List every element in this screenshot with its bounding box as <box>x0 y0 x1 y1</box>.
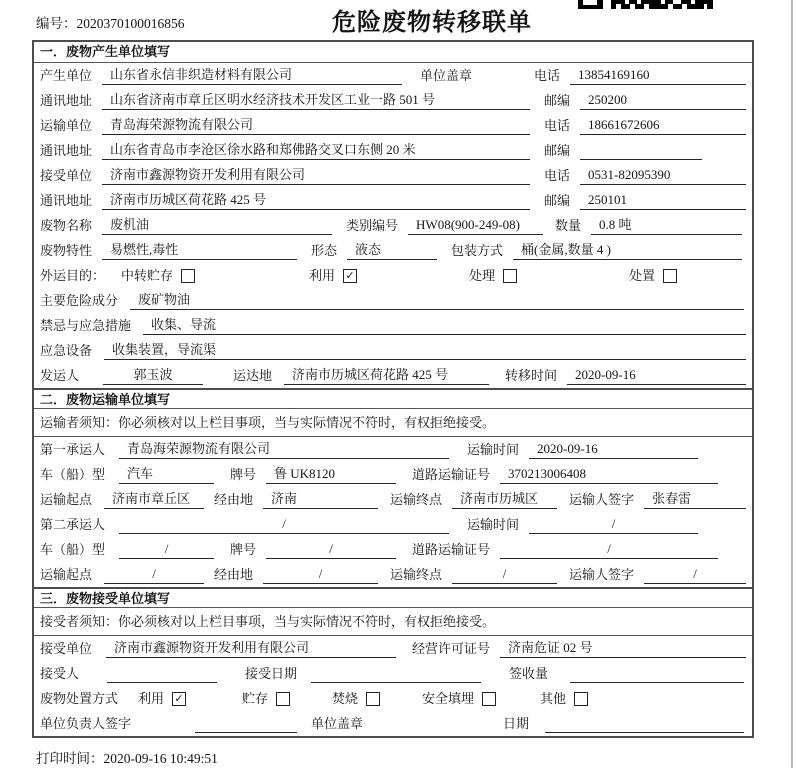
transport-date-value: 2020-09-16 <box>529 440 698 459</box>
checkbox-unchecked-icon <box>503 269 517 283</box>
field-label: 形态 <box>311 243 338 258</box>
field-label: 运输起点 <box>40 492 93 507</box>
checkbox-unchecked-icon <box>482 692 496 706</box>
field-label: 通讯地址 <box>40 143 93 158</box>
transport-address-value: 山东省青岛市李沧区徐水路和郑佛路交叉口东侧 20 米 <box>102 141 530 160</box>
producer-address-value: 山东省济南市章丘区明水经济技术开发区工业一路 501 号 <box>102 91 530 110</box>
row-receiver-address <box>34 188 752 213</box>
serial-label: 编号： <box>36 16 77 31</box>
purpose-option-transfer-storage <box>121 267 309 285</box>
field-label: 废物特性 <box>40 243 93 258</box>
purpose-option-treat <box>469 267 629 285</box>
field-label: 运输时间 <box>467 517 520 532</box>
row-transport-unit <box>34 113 752 138</box>
field-label: 废物名称 <box>40 218 93 233</box>
checkbox-unchecked-icon <box>276 692 290 706</box>
hazard-components-value: 废矿物油 <box>130 291 744 310</box>
field-label: 经由地 <box>214 492 254 507</box>
field-label: 邮编 <box>544 193 571 208</box>
row-emergency-measures <box>34 313 752 338</box>
plate-number-2-value: / <box>266 540 396 559</box>
option-label: 利用 <box>309 268 336 283</box>
field-label: 外运目的： <box>40 268 106 283</box>
receiver-notice: 接受者须知：你必须核对以上栏目事项，当与实际情况不符时，有权拒绝接受。 <box>34 608 752 636</box>
field-label: 接受人 <box>40 666 80 681</box>
route-origin-2-value: / <box>104 565 204 584</box>
transporter-notice: 运输者须知：你必须核对以上栏目事项，当与实际情况不符时，有权拒绝接受。 <box>34 409 752 437</box>
transfer-date-value: 2020-09-16 <box>567 366 746 385</box>
road-permit-value: 370213006408 <box>500 465 718 484</box>
second-carrier-value: / <box>119 515 449 534</box>
row-route-2 <box>34 562 752 587</box>
field-label: 运输单位 <box>40 118 93 133</box>
row-first-carrier <box>34 437 752 462</box>
transporter-signature-value: 张春雷 <box>644 490 746 509</box>
disposal-option-utilize <box>138 690 242 708</box>
disposal-option-landfill <box>422 690 540 708</box>
field-label: 废物处置方式 <box>40 691 119 706</box>
option-label: 其他 <box>540 691 567 706</box>
first-carrier-value: 青岛海荣源物流有限公司 <box>119 440 449 459</box>
field-label: 通讯地址 <box>40 193 93 208</box>
unit-seal-label: 单位盖章 <box>420 68 473 83</box>
field-label: 包装方式 <box>451 243 504 258</box>
receiver-address-value: 济南市历城区荷花路 425 号 <box>102 191 530 210</box>
field-label: 电话 <box>534 68 561 83</box>
serial-number <box>36 12 185 32</box>
row-waste-properties <box>34 238 752 263</box>
producer-postcode-value: 250200 <box>580 91 746 110</box>
route-origin-value: 济南市章丘区 <box>104 490 204 509</box>
field-label: 禁忌与应急措施 <box>40 318 132 333</box>
waste-name-value: 废机油 <box>102 216 332 235</box>
vehicle-type-value: 汽车 <box>119 465 214 484</box>
field-label: 车（船）型 <box>40 467 106 482</box>
row-transfer-purpose <box>34 263 752 288</box>
destination-value: 济南市历城区荷花路 425 号 <box>284 366 489 385</box>
vehicle-type-2-value: / <box>119 540 214 559</box>
packaging-value: 桶(金属,数量 4 ) <box>513 241 742 260</box>
emergency-equipment-value: 收集装置，导流渠 <box>104 341 746 360</box>
row-disposal-method <box>34 686 752 711</box>
field-label: 运输人签字 <box>569 492 635 507</box>
producer-phone-value: 13854169160 <box>570 66 746 85</box>
row-acceptance-info <box>34 661 752 686</box>
field-label: 运输时间 <box>467 442 520 457</box>
disposal-option-other <box>540 690 746 708</box>
row-dispatch-info <box>34 363 752 388</box>
dispatcher-name-value: 郭玉波 <box>103 366 203 385</box>
field-label: 发运人 <box>40 368 80 383</box>
acceptance-seal-date-value <box>545 714 744 733</box>
receiver-unit-value: 济南市鑫源物资开发利用有限公司 <box>102 166 530 185</box>
road-permit-2-value: / <box>500 540 718 559</box>
purpose-option-dispose <box>629 267 746 285</box>
receiver-phone-value: 0531-82095390 <box>580 166 746 185</box>
checkbox-unchecked-icon <box>574 692 588 706</box>
purpose-option-utilize <box>309 267 469 285</box>
disposal-option-storage <box>242 690 332 708</box>
field-label: 通讯地址 <box>40 93 93 108</box>
checkbox-unchecked-icon <box>663 269 677 283</box>
waste-characteristics-value: 易燃性,毒性 <box>102 241 297 260</box>
window-edge-divider <box>791 0 793 768</box>
option-label: 处理 <box>469 268 496 283</box>
field-label: 经营许可证号 <box>412 641 491 656</box>
field-label: 电话 <box>544 118 571 133</box>
section1-title: 一．废物产生单位填写 <box>34 42 752 63</box>
field-label: 类别编号 <box>346 218 399 233</box>
field-label: 邮编 <box>544 143 571 158</box>
field-label: 运输人签字 <box>569 567 635 582</box>
field-label: 运输起点 <box>40 567 93 582</box>
received-quantity-value <box>570 664 744 683</box>
waste-quantity-value: 0.8 吨 <box>591 216 742 235</box>
transporter-signature-2-value: / <box>644 565 746 584</box>
route-via-value: 济南 <box>263 490 378 509</box>
checkbox-checked-icon: ✓ <box>172 692 186 706</box>
manifest-form-table <box>32 40 754 738</box>
emergency-measures-value: 收集、导流 <box>143 316 746 335</box>
option-label: 焚烧 <box>332 691 359 706</box>
page-title: 危险废物转移联单 <box>332 10 532 36</box>
row-producer-unit <box>34 63 752 88</box>
field-label: 运达地 <box>233 368 273 383</box>
serial-value: 2020370100016856 <box>76 16 185 31</box>
option-label: 贮存 <box>242 691 269 706</box>
field-label: 牌号 <box>230 467 257 482</box>
row-transport-address <box>34 138 752 163</box>
field-label: 接受日期 <box>245 666 298 681</box>
plate-number-value: 鲁 UK8120 <box>266 465 396 484</box>
field-label: 电话 <box>544 168 571 183</box>
print-time-value: 2020-09-16 10:49:51 <box>103 751 218 766</box>
row-route-1 <box>34 487 752 512</box>
acceptor-name-value <box>107 664 217 683</box>
section3-title: 三．废物接受单位填写 <box>34 587 752 608</box>
print-time-label: 打印时间： <box>36 751 104 766</box>
row-second-carrier <box>34 512 752 537</box>
checkbox-checked-icon: ✓ <box>343 269 357 283</box>
license-number-value: 济南危证 02 号 <box>500 639 746 658</box>
route-end-2-value: / <box>452 565 557 584</box>
row-responsible-signature <box>34 711 752 736</box>
transport-date-2-value: / <box>529 515 698 534</box>
row-accepting-unit <box>34 636 752 661</box>
checkbox-unchecked-icon <box>181 269 195 283</box>
field-label: 经由地 <box>214 567 254 582</box>
field-label: 第二承运人 <box>40 517 106 532</box>
section2-title: 二．废物运输单位填写 <box>34 388 752 409</box>
field-label: 接受单位 <box>40 641 93 656</box>
option-label: 安全填埋 <box>422 691 475 706</box>
field-label: 运输终点 <box>390 492 443 507</box>
field-label: 日期 <box>503 716 530 731</box>
checkbox-unchecked-icon <box>366 692 380 706</box>
row-vehicle-type-1 <box>34 462 752 487</box>
route-via-2-value: / <box>263 565 378 584</box>
field-label: 车（船）型 <box>40 542 106 557</box>
unit-seal-label: 单位盖章 <box>311 716 364 731</box>
responsible-signature-value <box>195 714 297 733</box>
row-hazard-components <box>34 288 752 313</box>
row-emergency-equipment <box>34 338 752 363</box>
field-label: 数量 <box>555 218 582 233</box>
disposal-option-incinerate <box>332 690 422 708</box>
field-label: 单位负责人签字 <box>40 716 132 731</box>
field-label: 应急设备 <box>40 343 93 358</box>
producer-unit-value: 山东省永信非织造材料有限公司 <box>102 66 402 85</box>
qr-code-fragment-icon <box>578 0 713 9</box>
field-label: 牌号 <box>230 542 257 557</box>
field-label: 接受单位 <box>40 168 93 183</box>
option-label: 处置 <box>629 268 656 283</box>
transport-postcode-value <box>580 141 702 160</box>
field-label: 道路运输证号 <box>412 542 491 557</box>
row-vehicle-type-2 <box>34 537 752 562</box>
waste-form-value: 液态 <box>347 241 437 260</box>
field-label: 转移时间 <box>505 368 558 383</box>
transport-phone-value: 18661672606 <box>580 116 746 135</box>
receiver-postcode-value: 250101 <box>580 191 746 210</box>
field-label: 签收量 <box>509 666 549 681</box>
field-label: 道路运输证号 <box>412 467 491 482</box>
row-waste-name <box>34 213 752 238</box>
option-label: 利用 <box>138 691 165 706</box>
field-label: 运输终点 <box>390 567 443 582</box>
waste-category-code-value: HW08(900-249-08) <box>408 216 543 235</box>
field-label: 邮编 <box>544 93 571 108</box>
field-label: 主要危险成分 <box>40 293 119 308</box>
field-label: 产生单位 <box>40 68 93 83</box>
print-time <box>36 747 218 767</box>
row-receiver-unit <box>34 163 752 188</box>
acceptance-date-value <box>311 664 481 683</box>
route-end-value: 济南市历城区 <box>452 490 557 509</box>
accepting-unit-value: 济南市鑫源物资开发利用有限公司 <box>106 639 396 658</box>
field-label: 第一承运人 <box>40 442 106 457</box>
option-label: 中转贮存 <box>121 268 174 283</box>
row-producer-address <box>34 88 752 113</box>
transport-unit-value: 青岛海荣源物流有限公司 <box>102 116 530 135</box>
